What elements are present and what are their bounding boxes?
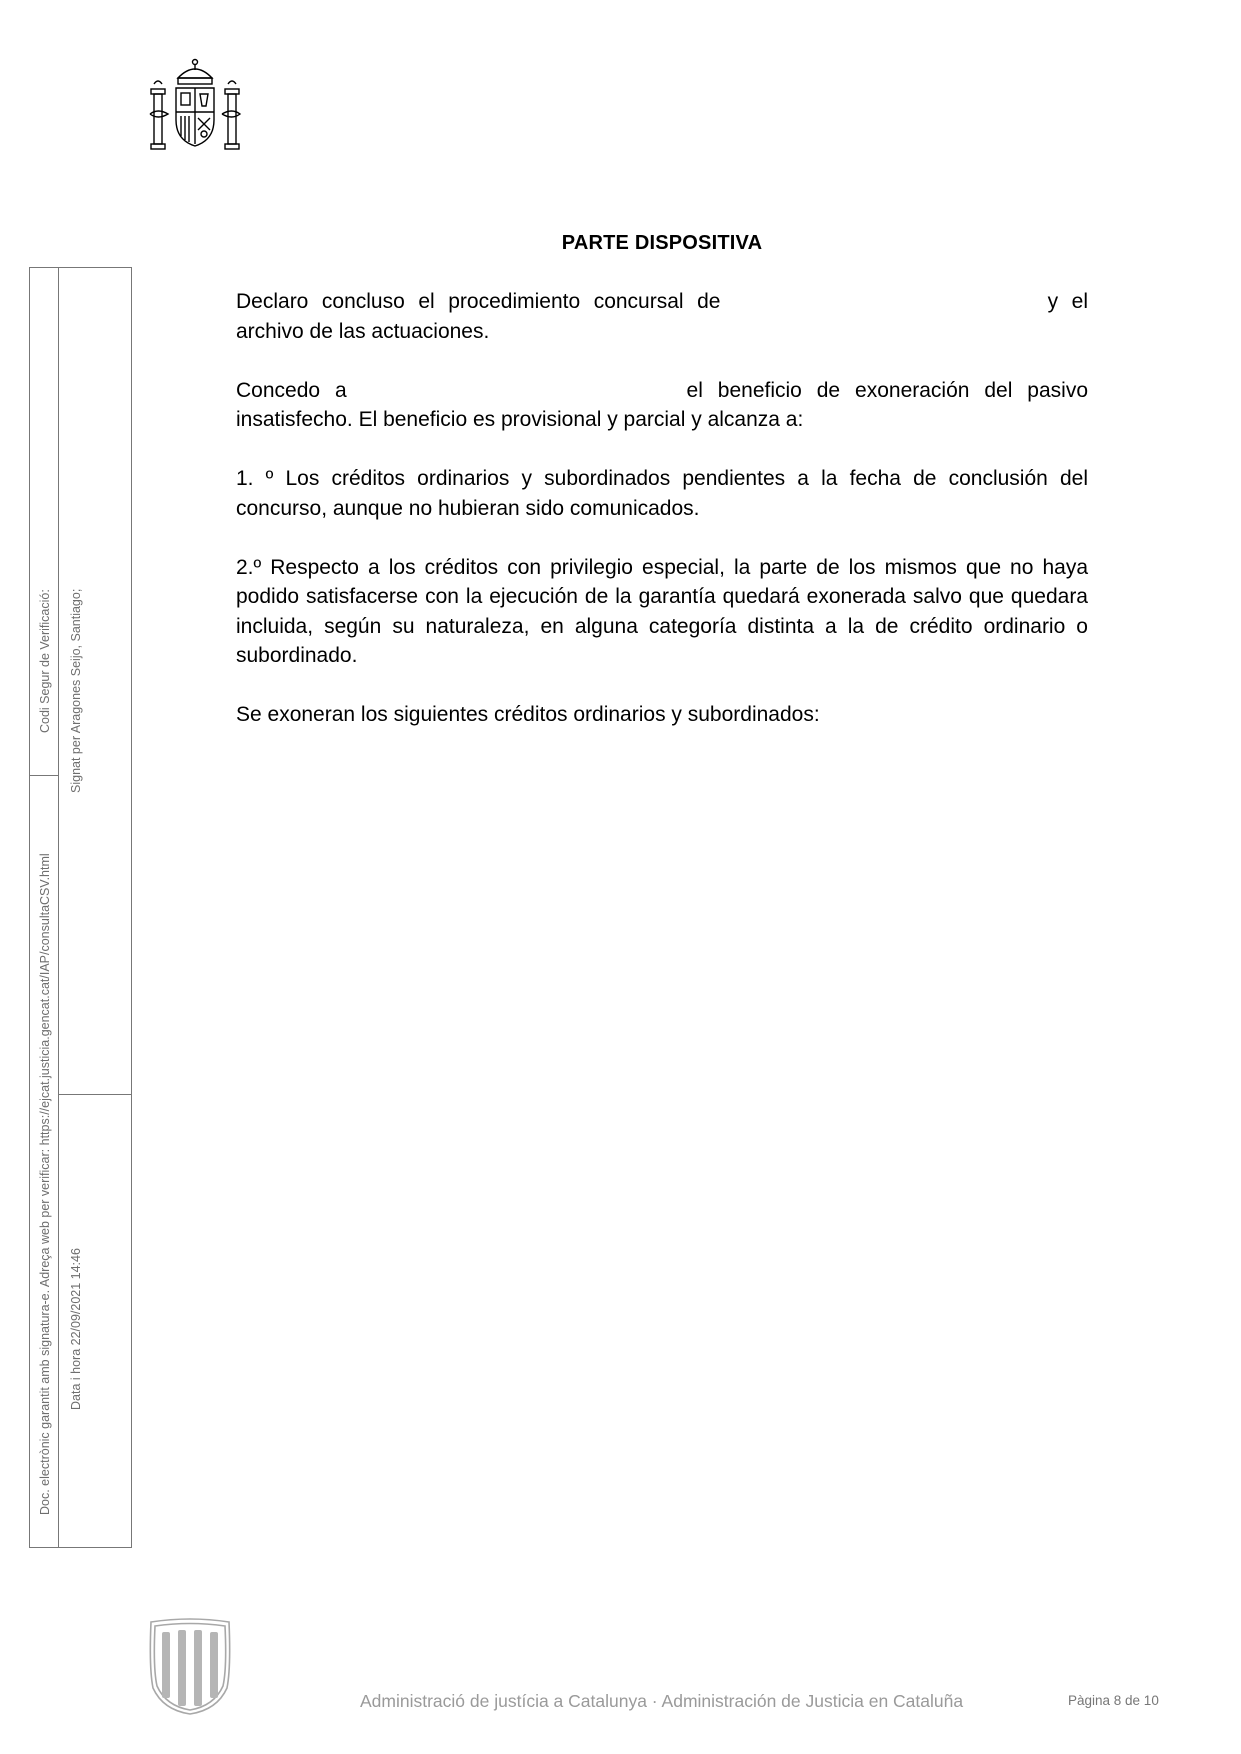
- document-body: [236, 287, 1088, 730]
- stamp-divider: [58, 268, 59, 1547]
- paragraph-list-intro: Se exoneran los siguientes créditos ordinarios y subordinados:: [236, 703, 820, 726]
- stamp-signed-by: Signat per Aragones Seijo, Santiago;: [69, 588, 83, 793]
- spain-coat-of-arms-icon: [148, 56, 242, 154]
- paragraph-item-1: 1. º Los créditos ordinarios y subordinados pendientes a la fecha de conclusión del concurso, aunque no hubieran sido comunicados.: [236, 467, 1088, 520]
- paragraph-text: y el archivo de las actuaciones.: [236, 290, 1089, 343]
- paragraph-conclusion: [236, 287, 1088, 346]
- paragraph-text: Concedo a: [236, 378, 347, 402]
- paragraph-exoneration: [236, 376, 1088, 435]
- stamp-date-time: Data i hora 22/09/2021 14:46: [69, 1248, 83, 1410]
- stamp-divider: [30, 775, 58, 776]
- stamp-verification-url: Doc. electrònic garantit amb signatura-e. Adreça web per verificar: https://ejcat.justicia.gencat.cat/IAP/consultaCSV.html: [38, 853, 52, 1515]
- stamp-csv-label: Codi Segur de Verificació:: [38, 589, 52, 733]
- paragraph-text: Declaro concluso el procedimiento concursal de: [236, 290, 721, 313]
- stamp-divider: [58, 1094, 131, 1095]
- footer-institution: Administració de justícia a Catalunya · Administración de Justicia en Cataluña: [360, 1691, 964, 1711]
- generalitat-logo-icon: [147, 1618, 233, 1716]
- paragraph-item-2: 2.º Respecto a los créditos con privilegio especial, la parte de los mismos que no haya podido satisfacerse con la ejecución de la garantía quedará exonerada salvo que quedara incluida, según su naturaleza, en alguna categoría distinta a la de crédito ordinario o subordinado.: [236, 555, 1088, 667]
- page-number: Pàgina 8 de 10: [1068, 1693, 1159, 1708]
- paragraph-text: el beneficio de exoneración del pasivo insatisfecho. El beneficio es provisional y parcial y alcanza a:: [236, 378, 1089, 431]
- section-title: PARTE DISPOSITIVA: [561, 232, 763, 254]
